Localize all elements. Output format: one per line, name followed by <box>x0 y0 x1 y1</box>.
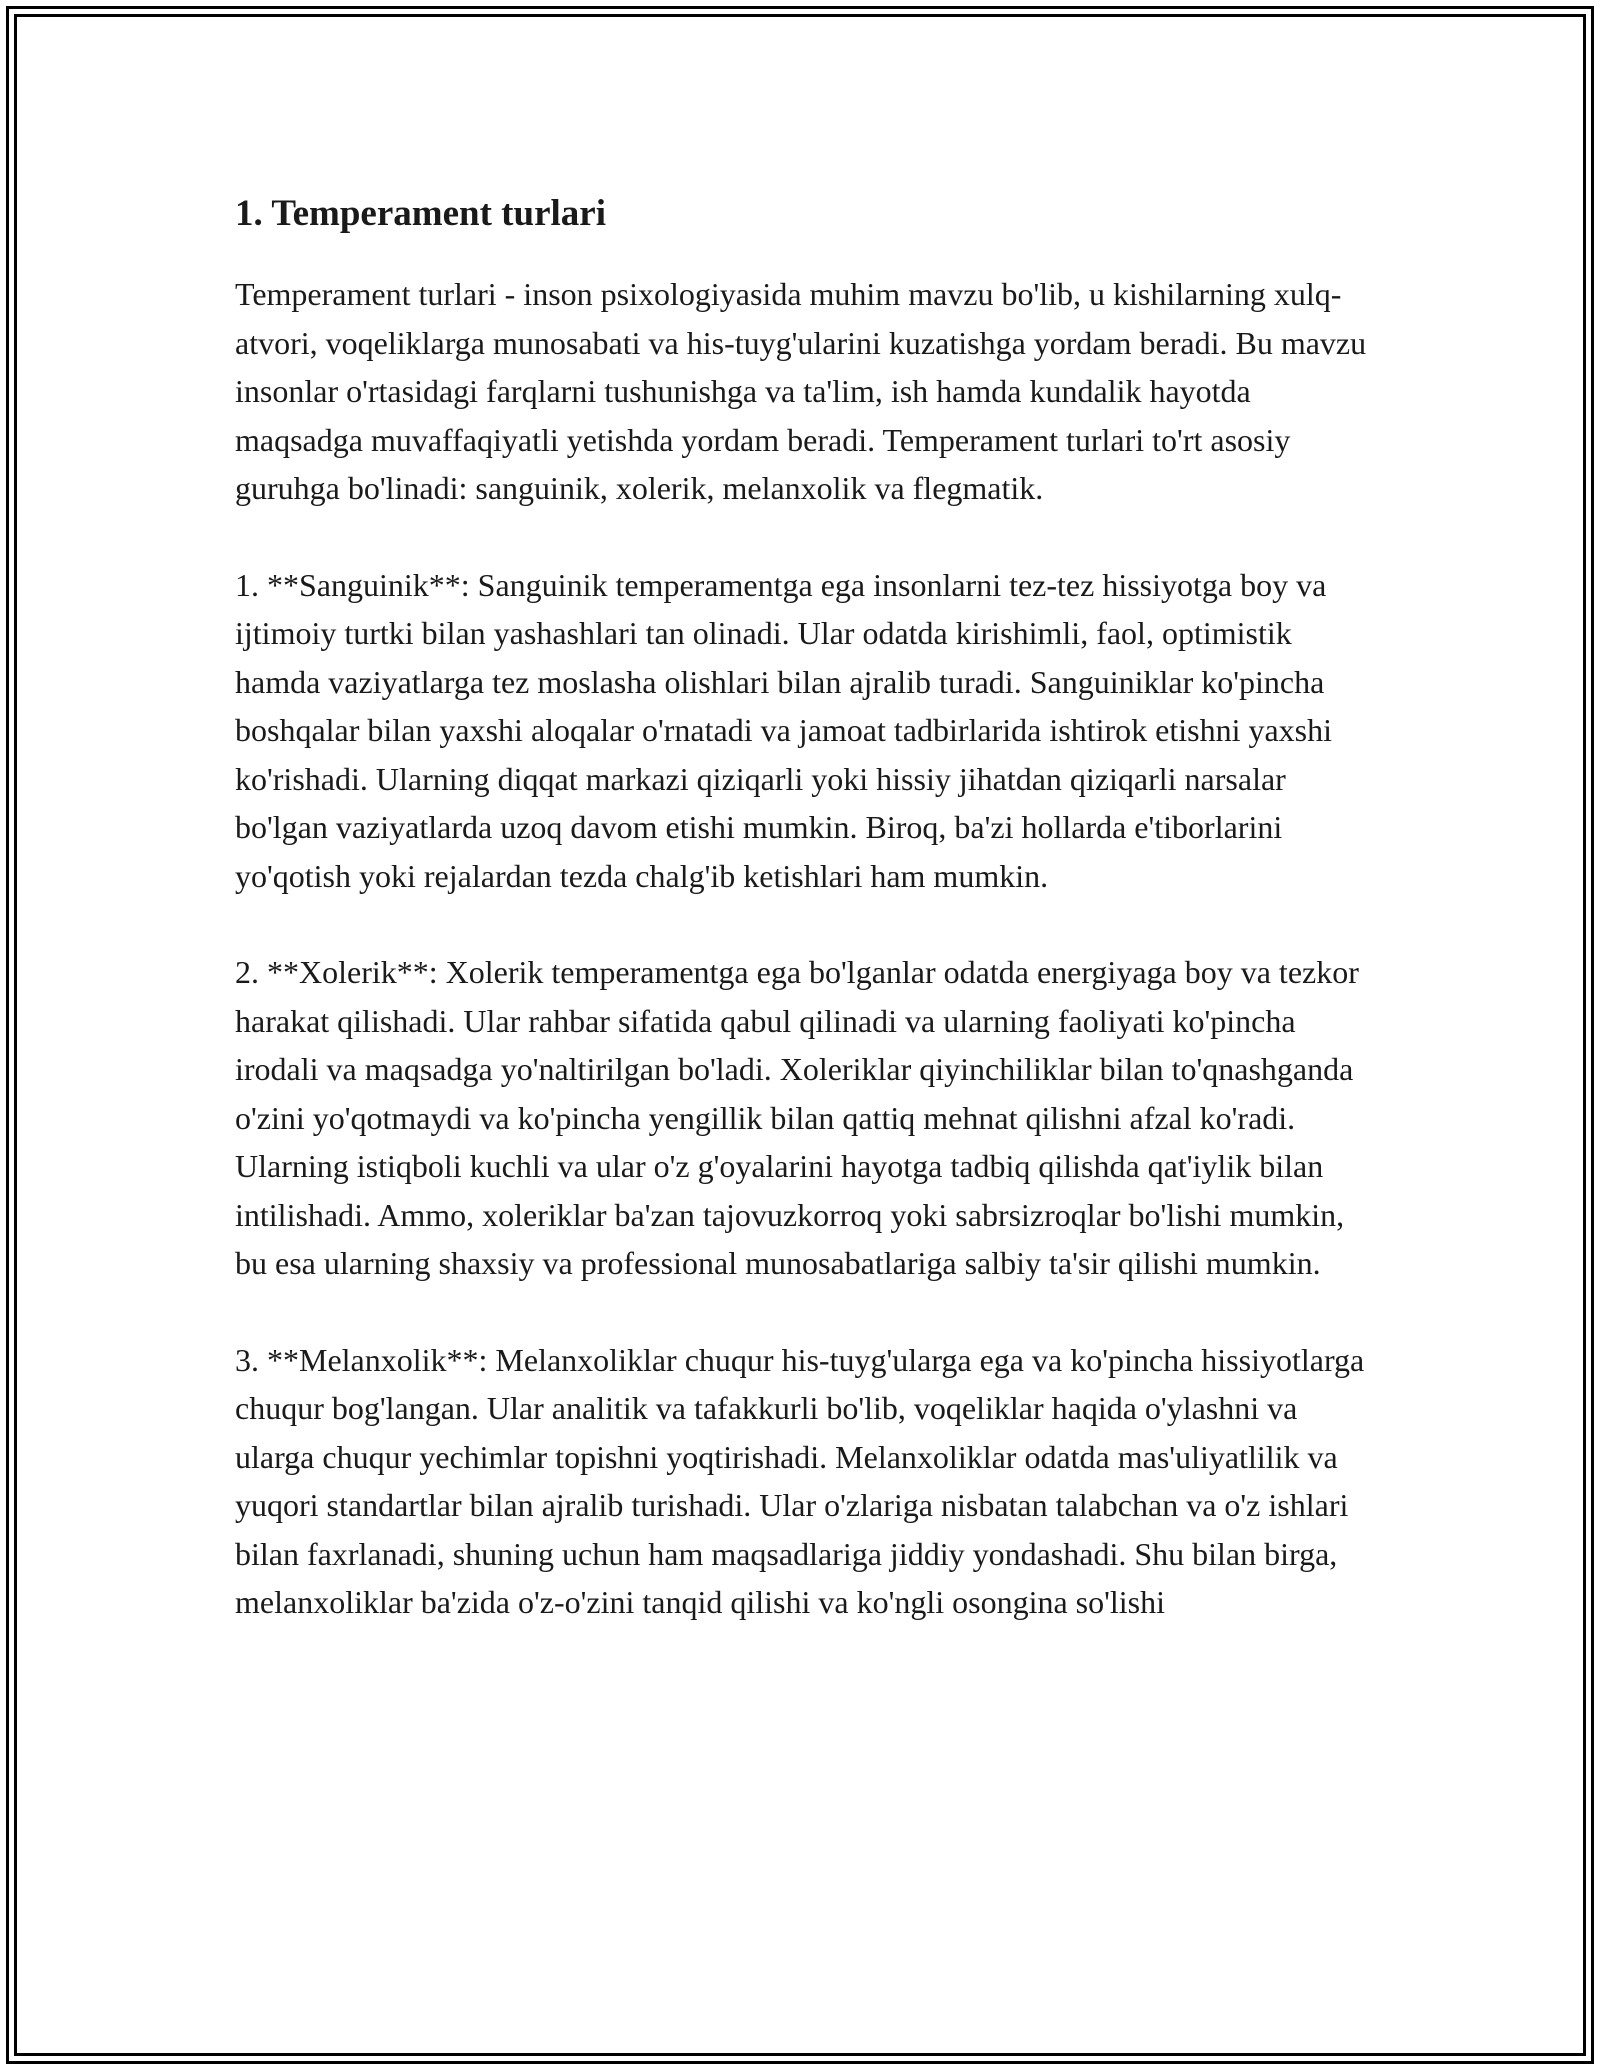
sanguinik-paragraph: 1. **Sanguinik**: Sanguinik temperamentga ega insonlarni tez-tez hissiyotga boy va ijtimoiy turtki bilan yashashlari tan olinadi. Ular odatda kirishimli, faol, optimistik hamda vaziyatlarga tez moslasha olishlari bilan ajralib turadi. Sanguiniklar ko'pincha boshqalar bilan yaxshi aloqalar o'rnatadi va jamoat tadbirlarida ishtirok etishni yaxshi ko'rishadi. Ularning diqqat markazi qiziqarli yoki hissiy jihatdan qiziqarli narsalar bo'lgan vaziyatlarda uzoq davom etishi mumkin. Biroq, ba'zi hollarda e'tiborlarini yo'qotish yoki rejalardan tezda chalg'ib ketishlari ham mumkin. <box>235 566 1333 894</box>
section-heading: 1. Temperament turlari <box>235 193 606 234</box>
xolerik-paragraph: 2. **Xolerik**: Xolerik temperamentga ega bo'lganlar odatda energiyaga boy va tezkor harakat qilishadi. Ular rahbar sifatida qabul qilinadi va ularning faoliyati ko'pincha irodali va maqsadga yo'naltirilgan bo'ladi. Xoleriklar qiyinchiliklar bilan to'qnashganda o'zini yo'qotmaydi va ko'pincha yengillik bilan qattiq mehnat qilishni afzal ko'radi. Ularning istiqboli kuchli va ular o'z g'oyalarini hayotga tadbiq qilishda qat'iylik bilan intilishadi. Ammo, xoleriklar ba'zan tajovuzkorroq yoki sabrsizroqlar bo'lishi mumkin, bu esa ularning shaxsiy va professional munosabatlariga salbiy ta'sir qilishi mumkin. <box>235 954 1359 1281</box>
document-body <box>235 186 1375 1675</box>
melanxolik-paragraph: 3. **Melanxolik**: Melanxoliklar chuqur his-tuyg'ularga ega va ko'pincha hissiyotlarga chuqur bog'langan. Ular analitik va tafakkurli bo'lib, voqeliklar haqida o'ylashni va ularga chuqur yechimlar topishni yoqtirishadi. Melanxoliklar odatda mas'uliyatlilik va yuqori standartlar bilan ajralib turishadi. Ular o'zlariga nisbatan talabchan va o'z ishlari bilan faxrlanadi, shuning uchun ham maqsadlariga jiddiy yondashadi. Shu bilan birga, melanxoliklar ba'zida o'z-o'zini tanqid qilishi va ko'ngli osongina so'lishi <box>235 1341 1365 1620</box>
intro-paragraph: Temperament turlari - inson psixologiyasida muhim mavzu bo'lib, u kishilarning xulq-atvori, voqeliklarga munosabati va his-tuyg'ularini kuzatishga yordam beradi. Bu mavzu insonlar o'rtasidagi farqlarni tushunishga va ta'lim, ish hamda kundalik hayotda maqsadga muvaffaqiyatli yetishda yordam beradi. Temperament turlari to'rt asosiy guruhga bo'linadi: sanguinik, xolerik, melanxolik va flegmatik. <box>235 276 1367 506</box>
